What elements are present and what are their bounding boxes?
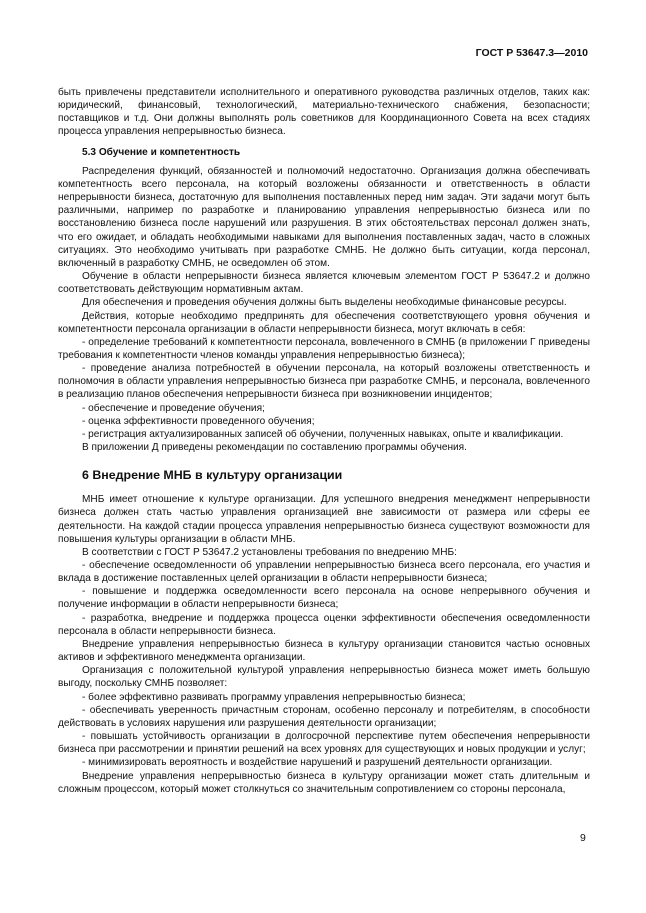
document-code-header: ГОСТ Р 53647.3—2010 — [475, 47, 588, 59]
paragraph: В приложении Д приведены рекомендации по составлению программы обучения. — [82, 442, 467, 454]
section-6-heading: 6 Внедрение МНБ в культуру организации — [82, 468, 343, 483]
list-item: - повышать устойчивость организации в долгосрочной перспективе путем обеспечения непрерывности бизнеса при рассмотрении и принятии решений на всех уровнях для существующих и новых продукции и услуг; — [58, 731, 590, 756]
list-item: - разработка, внедрение и поддержка процесса оценки эффективности обеспечения осведомленности персонала в области непрерывности бизнеса. — [58, 612, 590, 637]
paragraph: Действия, которые необходимо предпринять для обеспечения соответствующего уровня обучения и компетентности персонала организации в области непрерывности бизнеса, могут включать в себя: — [58, 310, 590, 335]
paragraph: В соответствии с ГОСТ Р 53647.2 установлены требования по внедрению МНБ: — [82, 546, 457, 558]
list-item: - оценка эффективности проведенного обучения; — [82, 415, 315, 427]
paragraph: Обучение в области непрерывности бизнеса является ключевым элементом ГОСТ Р 53647.2 и должно соответствовать действующим нормативным актам. — [58, 271, 590, 296]
list-item: - обеспечение и проведение обучения; — [82, 402, 265, 414]
page-body — [58, 86, 590, 796]
paragraph: Для обеспечения и проведения обучения должны быть выделены необходимые финансовые ресурсы. — [82, 297, 567, 309]
paragraph: Внедрение управления непрерывностью бизнеса в культуру организации может стать длительным и сложным процессом, который может столкнуться со значительным сопротивлением со стороны персонала, — [58, 770, 590, 795]
list-item: - проведение анализа потребностей в обучении персонала, на который возложены ответственность и полномочия в области управления непрерывностью бизнеса при разработке СМНБ, и персонала, вовлеченного в реализацию планов обеспечения непрерывности бизнеса при возникновении инцидентов; — [58, 363, 590, 401]
list-item: - минимизировать вероятность и воздействие нарушений и разрушений деятельности организации. — [82, 757, 553, 769]
paragraph: Организация с положительной культурой управления непрерывностью бизнеса может иметь большую выгоду, поскольку СМНБ позволяет: — [58, 665, 590, 690]
list-item: - обеспечивать уверенность причастным сторонам, особенно персоналу и потребителям, в способности действовать в условиях нарушения или разрушения деятельности организации; — [58, 704, 590, 729]
section-5-3-heading: 5.3 Обучение и компетентность — [82, 146, 241, 158]
paragraph: МНБ имеет отношение к культуре организации. Для успешного внедрения менеджмент непрерывности бизнеса должен стать частью управления организацией вне зависимости от размера или сферы ее деятельности. На каждой стадии процесса управления непрерывностью бизнеса существуют возможности для повышения культуры организации в области МНБ. — [58, 494, 590, 545]
list-item: - повышение и поддержка осведомленности всего персонала на основе непрерывного обучения и получение информации в области непрерывности бизнеса; — [58, 586, 590, 611]
list-item: - более эффективно развивать программу управления непрерывностью бизнеса; — [82, 691, 466, 703]
list-item: - определение требований к компетентности персонала, вовлеченного в СМНБ (в приложении Г приведены требования к компетентности членов команды управления непрерывностью бизнеса); — [58, 336, 590, 361]
list-item: - регистрация актуализированных записей об обучении, полученных навыках, опыте и квалификации. — [82, 428, 564, 440]
paragraph: Внедрение управления непрерывностью бизнеса в культуру организации становится частью основных активов и эффективного менеджмента организации. — [58, 638, 590, 664]
page-number: 9 — [580, 832, 586, 844]
paragraph: Распределения функций, обязанностей и полномочий недостаточно. Организация должна обеспечивать компетентность всего персонала, на который возложены обязанности и ответственность в области непрерывности бизнеса, достаточную для выполнения поставленных перед ним задач. Эти задачи могут быть различными, например по разработке и планированию управления непрерывностью бизнеса или по восстановлению бизнеса после нарушений или разрушения. В этих обстоятельствах персонал должен знать, что его ожидает, и обладать необходимыми навыками для выполнения поставленных задач, часто в сложных ситуациях. Это необходимо учитывать при разработке СМНБ. Не должно быть ситуации, когда персонал, включенный в разработку СМНБ, не осведомлен об этом. — [58, 165, 590, 269]
list-item: - обеспечение осведомленности об управлении непрерывностью бизнеса всего персонала, его участия и вклада в достижение поставленных целей организации в области непрерывности бизнеса; — [58, 560, 590, 585]
intro-paragraph: быть привлечены представители исполнительного и оперативного руководства различных отделов, таких как: юридический, финансовый, технологический, материально-технического снабжения, безопасности; поставщиков и т.д. Они должны выполнять роль советников для Координационного Совета на всех стадиях процесса управления непрерывностью бизнеса. — [58, 87, 590, 138]
